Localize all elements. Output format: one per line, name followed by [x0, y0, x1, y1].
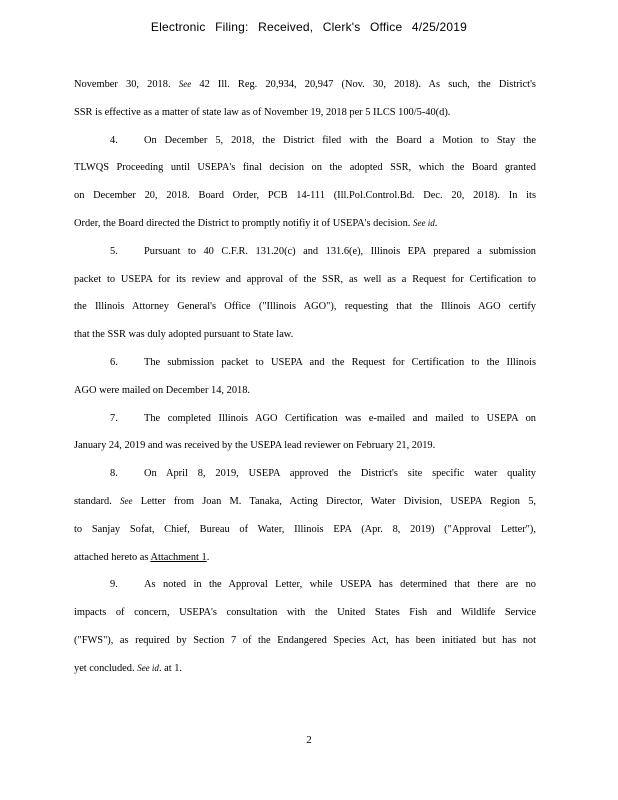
paragraph-number: 9.: [110, 579, 118, 591]
text-line: [74, 71, 536, 99]
text-line: on December 20, 2018. Board Order, PCB 14-111 (Ill.Pol.Control.Bd. Dec. 20, 2018). In its: [74, 190, 536, 202]
text-line: [74, 488, 536, 516]
text-run: attached hereto as: [74, 551, 151, 563]
text-run: Letter from Joan M. Tanaka, Acting Director, Water Division, USEPA Region 5,: [132, 495, 536, 507]
paragraph-number: 8.: [110, 468, 118, 480]
text-run: . at 1.: [158, 662, 183, 674]
text-line: AGO were mailed on December 14, 2018.: [74, 384, 251, 396]
text-run: As noted in the Approval Letter, while USEPA has determined that there are no: [144, 579, 536, 591]
text-line: January 24, 2019 and was received by the USEPA lead reviewer on February 21, 2019.: [74, 440, 436, 452]
paragraph-5-first-line: [74, 238, 536, 266]
text-line: that the SSR was duly adopted pursuant to State law.: [74, 329, 294, 341]
text-line: SSR is effective as a matter of state law as of November 19, 2018 per 5 ILCS 100/5-40(d).: [74, 106, 451, 118]
text-run: The completed Illinois AGO Certification was e-mailed and mailed to USEPA on: [144, 412, 536, 424]
text-run: .: [434, 217, 438, 229]
text-line: to Sanjay Sofat, Chief, Bureau of Water, Illinois EPA (Apr. 8, 2019) ("Approval Letter"),: [74, 523, 536, 535]
page-number: 2: [306, 734, 312, 746]
text-line: ("FWS"), as required by Section 7 of the Endangered Species Act, has been initiated but has not: [74, 634, 536, 646]
text-line: [74, 210, 536, 238]
citation-signal: See: [178, 79, 192, 89]
text-line: [74, 544, 536, 572]
text-run: standard.: [74, 495, 121, 507]
text-run: yet concluded.: [74, 662, 138, 674]
text-line: the Illinois Attorney General's Office ("Illinois AGO"), requesting that the Illinois AGO certify: [74, 301, 536, 313]
text-line: impacts of concern, USEPA's consultation with the United States Fish and Wildlife Service: [74, 607, 536, 619]
text-line: [74, 655, 536, 683]
document-body: [74, 71, 536, 683]
paragraph-number: 4.: [110, 134, 118, 146]
paragraph-number: 5.: [110, 245, 118, 257]
text-run: Order, the Board directed the District to promptly notifiy it of USEPA's decision.: [74, 217, 414, 229]
filing-stamp-header: Electronic Filing: Received, Clerk's Office 4/25/2019: [150, 20, 468, 34]
text-run: Pursuant to 40 C.F.R. 131.20(c) and 131.6(e), Illinois EPA prepared a submission: [144, 245, 536, 257]
citation-signal: See id: [137, 662, 159, 673]
paragraph-number: 6.: [110, 356, 118, 368]
text-run: On December 5, 2018, the District filed with the Board a Motion to Stay the: [144, 134, 536, 146]
paragraph-7-first-line: [74, 405, 536, 433]
paragraph-6-first-line: [74, 349, 536, 377]
paragraph-4-first-line: [74, 127, 536, 155]
text-run: 42 Ill. Reg. 20,934, 20,947 (Nov. 30, 2018). As such, the District's: [191, 79, 536, 90]
paragraph-number: 7.: [110, 412, 118, 424]
attachment-reference: Attachment 1: [150, 551, 207, 563]
text-run: November 30, 2018.: [74, 79, 179, 90]
paragraph-8-first-line: [74, 460, 536, 488]
citation-signal: See id: [413, 217, 435, 228]
text-line: TLWQS Proceeding until USEPA's final decision on the adopted SSR, which the Board granted: [74, 162, 536, 174]
text-run: The submission packet to USEPA and the Request for Certification to the Illinois: [144, 356, 536, 368]
text-line: packet to USEPA for its review and approval of the SSR, as well as a Request for Certification to: [74, 273, 536, 285]
text-run: .: [206, 551, 210, 563]
text-run: On April 8, 2019, USEPA approved the District's site specific water quality: [144, 468, 536, 480]
paragraph-9-first-line: [74, 571, 536, 599]
citation-signal: See: [120, 495, 133, 506]
